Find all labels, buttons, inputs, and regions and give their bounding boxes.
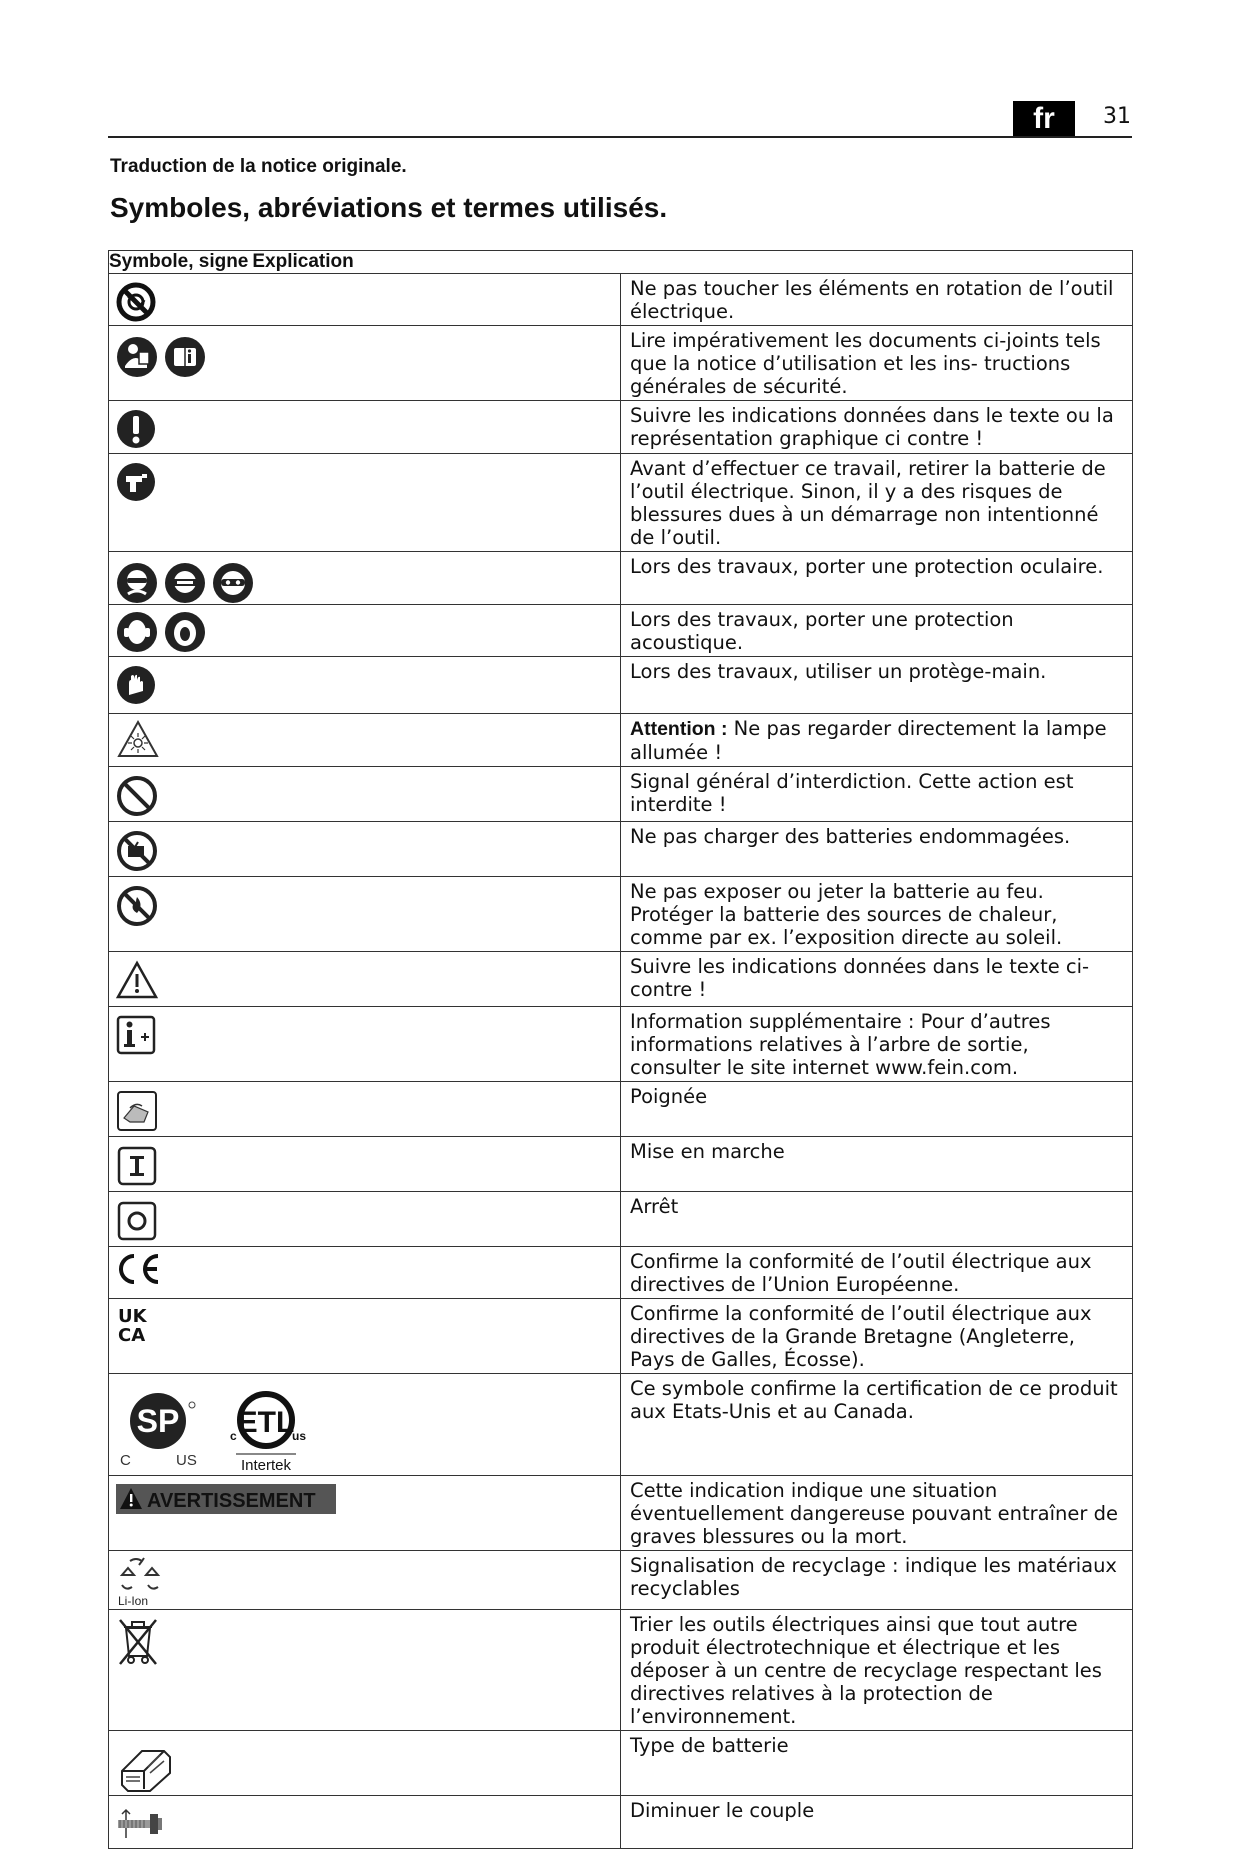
col-symbol-header: Symbole, signe	[109, 251, 249, 272]
explanation-cell: Suivre les indications données dans le texte ci-contre !	[621, 952, 1133, 1007]
svg-text:Li-Ion: Li-Ion	[118, 1594, 149, 1608]
explanation-cell: Ce symbole confirme la certification de ce produit aux Etats-Unis et au Canada.	[621, 1374, 1133, 1476]
explanation-cell: Signalisation de recyclage : indique les matériaux recyclables	[621, 1551, 1133, 1610]
warning-triangle-icon	[116, 960, 158, 1000]
explanation-cell: Confirme la conformité de l’outil électrique aux directives de la Grande Bretagne (Angleterre, Pays de Galles, Écosse).	[621, 1299, 1133, 1374]
explanation-cell: Mise en marche	[621, 1137, 1133, 1192]
battery-type-icon	[116, 1743, 176, 1795]
table-row	[109, 1731, 1133, 1796]
reduce-torque-icon	[116, 1806, 164, 1840]
svg-text:C: C	[120, 1452, 131, 1469]
table-row	[109, 454, 1133, 552]
explanation-cell: Ne pas exposer ou jeter la batterie au feu. Protéger la batterie des sources de chaleur, comme par ex. l’exposition directe au soleil.	[621, 877, 1133, 952]
info-plus-icon	[116, 1015, 156, 1055]
table-row	[109, 1796, 1133, 1849]
handle-icon	[116, 1090, 158, 1132]
explanation-cell: Lors des travaux, utiliser un protège-main.	[621, 657, 1133, 714]
attention-label: Attention :	[630, 718, 728, 740]
page-number: 31	[1103, 104, 1131, 129]
ce-mark-icon	[116, 1252, 164, 1286]
exclamation-icon	[116, 409, 156, 449]
col-explanation-header: Explication	[252, 251, 354, 272]
table-row	[109, 1192, 1133, 1247]
table-row	[109, 714, 1133, 767]
prohibition-icon	[116, 775, 158, 817]
table-row	[109, 767, 1133, 822]
explanation-cell: Poignée	[621, 1082, 1133, 1137]
explanation-cell: Lors des travaux, porter une protection oculaire.	[621, 552, 1133, 605]
table-row	[109, 952, 1133, 1007]
table-row	[109, 1299, 1133, 1374]
warning-banner-icon	[116, 1484, 336, 1514]
explanation-cell: Ne pas charger des batteries endommagées.	[621, 822, 1133, 877]
table-row	[109, 1137, 1133, 1192]
explanation-cell: Ne pas toucher les éléments en rotation de l’outil électrique.	[621, 274, 1133, 326]
table-row	[109, 1476, 1133, 1551]
symbols-table	[108, 250, 1133, 1849]
table-row	[109, 552, 1133, 605]
weee-bin-icon	[116, 1616, 160, 1666]
explanation-cell: Trier les outils électriques ainsi que tout autre produit électrotechnique et électrique et les déposer à un centre de recyclage respectant les directives relatives à la protection de l’environnement.	[621, 1610, 1133, 1731]
no-touch-rotating-icon	[116, 282, 156, 322]
page-title: Symboles, abréviations et termes utilisés.	[110, 192, 668, 223]
csa-mark-icon	[116, 1389, 206, 1469]
svg-text:SP: SP	[136, 1403, 180, 1439]
table-row	[109, 1610, 1133, 1731]
remove-battery-icon	[116, 462, 156, 502]
header-rule	[108, 136, 1132, 138]
svg-text:c: c	[230, 1429, 237, 1443]
table-row	[109, 326, 1133, 401]
table-row	[109, 1551, 1133, 1610]
etl-mark-icon	[228, 1384, 307, 1474]
table-row	[109, 822, 1133, 877]
table-row	[109, 877, 1133, 952]
info-book-icon	[164, 336, 206, 378]
no-charge-damaged-icon	[116, 830, 158, 872]
eye-protection-icon	[116, 562, 158, 604]
switch-on-icon	[116, 1145, 158, 1187]
explanation-cell: Information supplémentaire : Pour d’autres informations relatives à l’arbre de sortie, consulter le site internet www.fein.com.	[621, 1007, 1133, 1082]
explanation-cell: Cette indication indique une situation éventuellement dangereuse pouvant entraîner de graves blessures ou la mort.	[621, 1476, 1133, 1551]
explanation-cell: Arrêt	[621, 1192, 1133, 1247]
lamp-warning-icon	[116, 719, 160, 759]
ear-protection-icon	[116, 611, 158, 653]
read-manual-icon	[116, 336, 158, 378]
table-row	[109, 1007, 1133, 1082]
explanation-cell: Type de batterie	[621, 1731, 1133, 1796]
table-header	[109, 251, 1133, 274]
table-row	[109, 1247, 1133, 1299]
glove-icon	[116, 665, 156, 705]
svg-text:ETL: ETL	[237, 1406, 295, 1439]
table-row	[109, 657, 1133, 714]
explanation-cell: Lire impérativement les documents ci-joints tels que la notice d’utilisation et les ins- tructions générales de sécurité.	[621, 326, 1133, 401]
svg-text:UK: UK	[118, 1306, 147, 1327]
ear-muff-icon	[164, 611, 206, 653]
explanation-cell: Confirme la conformité de l’outil électrique aux directives de l’Union Européenne.	[621, 1247, 1133, 1299]
recycling-li-ion-icon	[116, 1555, 164, 1607]
table-row	[109, 274, 1133, 326]
table-header-row	[109, 251, 1133, 274]
explanation-cell	[621, 714, 1133, 767]
table-row	[109, 605, 1133, 657]
svg-text:Intertek: Intertek	[240, 1457, 292, 1474]
language-badge: fr	[1013, 101, 1075, 136]
svg-text:US: US	[176, 1452, 197, 1469]
explanation-cell: Diminuer le couple	[621, 1796, 1133, 1849]
no-fire-battery-icon	[116, 885, 158, 927]
goggles-icon	[212, 562, 254, 604]
explanation-text: Ne pas regarder directement la lampe allumée !	[630, 717, 1107, 764]
explanation-cell: Signal général d’interdiction. Cette action est interdite !	[621, 767, 1133, 822]
ukca-mark-icon	[116, 1304, 156, 1344]
table-row	[109, 1374, 1133, 1476]
svg-text:CA: CA	[118, 1325, 146, 1346]
svg-text:AVERTISSEMENT: AVERTISSEMENT	[147, 1490, 316, 1512]
explanation-cell: Avant d’effectuer ce travail, retirer la batterie de l’outil électrique. Sinon, il y a des risques de blessures dues à un démarrage non intentionné de l’outil.	[621, 454, 1133, 552]
face-shield-icon	[164, 562, 206, 604]
table-row	[109, 1082, 1133, 1137]
switch-off-icon	[116, 1200, 158, 1242]
explanation-cell: Suivre les indications données dans le texte ou la représentation graphique ci contre !	[621, 401, 1133, 454]
svg-text:us: us	[292, 1429, 307, 1443]
page-subtitle: Traduction de la notice originale.	[110, 156, 407, 177]
explanation-cell: Lors des travaux, porter une protection acoustique.	[621, 605, 1133, 657]
table-row	[109, 401, 1133, 454]
